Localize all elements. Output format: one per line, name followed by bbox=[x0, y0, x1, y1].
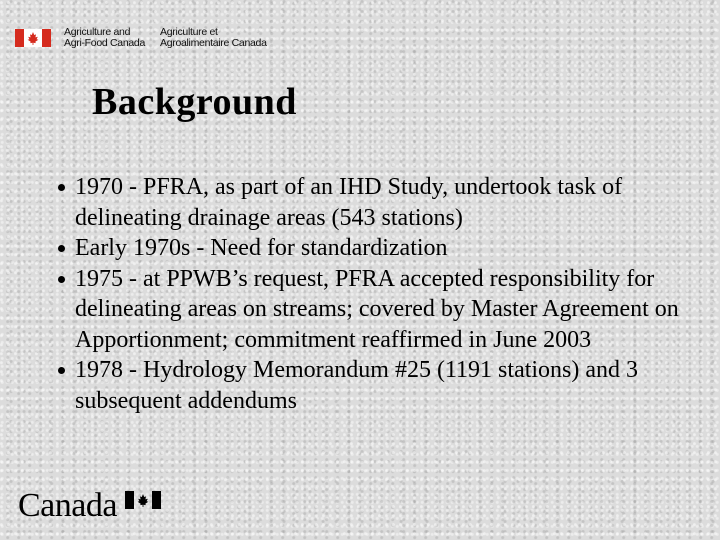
bullet-dot-icon bbox=[58, 184, 65, 191]
canada-flag-icon bbox=[15, 29, 51, 47]
canada-wordmark-text: Canada bbox=[18, 487, 117, 524]
bullet-text: 1975 - at PPWB’s request, PFRA accepted responsibility for delineating areas on streams; covered by Master Agreement on Apportionment; commitment reaffirmed in June 2003 bbox=[75, 265, 679, 353]
bullet-text: Early 1970s - Need for standardization bbox=[75, 235, 448, 261]
bullet-list bbox=[58, 172, 698, 416]
bullet-dot-icon bbox=[58, 245, 65, 252]
bullet-dot-icon bbox=[58, 276, 65, 283]
bullet-item bbox=[58, 264, 698, 356]
bullet-item bbox=[58, 172, 698, 233]
department-name-english-line-1: Agriculture and bbox=[64, 26, 131, 38]
bullet-item bbox=[58, 355, 698, 416]
canada-wordmark bbox=[18, 488, 117, 524]
department-name-english-line-2: Agri-Food Canada bbox=[64, 37, 145, 49]
bullet-text: 1978 - Hydrology Memorandum #25 (1191 stations) and 3 subsequent addendums bbox=[75, 357, 639, 414]
bullet-item bbox=[58, 233, 698, 264]
bullet-text: 1970 - PFRA, as part of an IHD Study, undertook task of delineating drainage areas (543 stations) bbox=[75, 174, 623, 231]
department-name-french bbox=[160, 27, 267, 49]
bullet-dot-icon bbox=[58, 367, 65, 374]
canada-wordmark-flag-icon bbox=[125, 491, 161, 509]
department-name-french-line-2: Agroalimentaire Canada bbox=[160, 37, 267, 49]
slide-title: Background bbox=[92, 81, 297, 123]
department-name-french-line-1: Agriculture et bbox=[160, 26, 218, 38]
department-name-english bbox=[64, 27, 145, 49]
